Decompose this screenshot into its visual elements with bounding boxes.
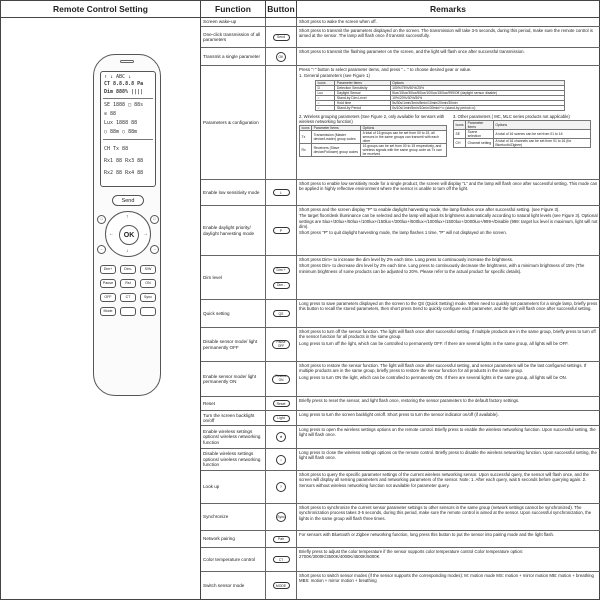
remark-text: Short press to turn off the sensor function. The light will flash once after successful setting. If multiple products are in the same group, briefly press to turn off the sensor function for all products in the same group.	[299, 329, 596, 340]
pause-off-button[interactable]: Pause OFF	[272, 340, 290, 349]
table-header: Options	[493, 120, 590, 129]
remarks-cell: Short press to switch sensor modes (if the sensor supports the corresponding modes): M: motion mode MS: motion + mirror motion MB: motion + breathing MBS: motion + mirror motion + breathing	[299, 573, 594, 584]
table-cell: Hold time	[335, 100, 390, 105]
table-cell: A total of 16 channels can be set from 01 to 16 (for Bluetooth/Zigbee)	[493, 138, 590, 147]
remarks-cell: For sensors with Bluetooth or Zigbee networking function, long press this button to put the sensor into pairing mode and the light flash.	[299, 532, 555, 537]
remarks-cell: Short press to wake the screen when off.	[299, 19, 377, 24]
remarks-cell: Briefly press to reset the sensor, and light flash once, restoring the sensor parameters to the default factory settings.	[299, 398, 520, 403]
table-cell: 5lux/15lux/30lux/50lux/100lux/150lux/999/Off (daylight sensor disable)	[390, 90, 564, 95]
ok-key[interactable]: OK	[119, 225, 139, 245]
function-cell: Color temperature control	[201, 548, 266, 571]
button-cell	[266, 27, 297, 47]
button-cell	[266, 300, 297, 327]
table-row-wake	[201, 18, 600, 27]
table-cell: A total of 16 groups can be set from 00 to 15, all sensors in the same groups can transmit with each other	[361, 130, 447, 143]
table-row-wireless-disable	[201, 449, 600, 471]
remark-text: Short press to restore the sensor function. The light will flash once after successful setting, and sensor parameters will be the last configured settings. If multiple products are in the same group, briefly press to restore the sensor function for all products in the same group.	[299, 363, 587, 374]
screen-divider	[103, 98, 153, 99]
remote-control-illustration	[93, 54, 161, 396]
screen-line: CT 8.8.8.8 Pa	[104, 81, 144, 87]
wireless-enable-button[interactable]: ★	[276, 432, 286, 442]
dim-plus-button[interactable]: Dim +	[273, 267, 290, 274]
table-cell: 5s/30s/1min/3min/5min/10min/20min/30min	[390, 100, 564, 105]
table-row-wireless-enable	[201, 426, 600, 449]
remarks-cell: Long press to turn the screen backlight on/off. Short press to turn the sensor indicator on/off (if available).	[299, 412, 499, 417]
screen-line: ↑ ↓ ABC ↓	[104, 74, 132, 80]
table-row	[454, 138, 591, 147]
table-header: Icons	[316, 80, 335, 85]
sensor-mode-button[interactable]: MODE	[273, 582, 290, 589]
screen-line: ○ 88m ○ 88m	[104, 129, 138, 135]
table-row	[316, 105, 565, 110]
remarks-cell: Short press to query the specific parameter settings of the current wireless networking sensor. Upon successful query, the sensor will flash once, and the screen will display all sensing parameters and networking parameters of the sensor. Note: 1. After each query, wait 5 seconds before querying again. 2. Sensors without wireless networking function not available for parameter query.	[299, 472, 589, 488]
mode-key[interactable]: Mode	[100, 307, 116, 316]
other-parameters	[453, 113, 593, 157]
remote-key[interactable]: →	[150, 245, 159, 254]
table-cell: 100%/75%/50%/25%	[390, 85, 564, 90]
table-header: Options	[390, 80, 564, 85]
table-header: Icons	[454, 120, 466, 129]
dim-minus-button[interactable]: Dim -	[273, 282, 290, 289]
synchronize-button[interactable]: Sync	[276, 512, 286, 522]
table-row-dim-level	[201, 256, 600, 300]
table-row-daylight	[201, 206, 600, 256]
table-cell: Scene selection	[466, 129, 494, 138]
table-cell: Stand-by Dim Level	[335, 95, 390, 100]
header-button: Button	[266, 0, 297, 18]
table-row-synchronize	[201, 504, 600, 531]
remarks-cell	[297, 362, 600, 396]
function-cell: Enable sensor mode/ light permanently ON	[201, 362, 266, 396]
button-cell	[266, 66, 297, 179]
function-cell: Screen wake-up	[201, 18, 266, 26]
remote-key[interactable]: □	[150, 215, 159, 224]
screen-line: Lux 1888 88	[104, 120, 138, 126]
button-cell	[266, 572, 297, 599]
general-parameters-table	[315, 80, 565, 111]
function-cell: Parameters & configuration	[201, 66, 266, 179]
table-header: Icons	[301, 125, 310, 130]
function-cell: Enable wireless settings options/ wireless networking function	[201, 426, 266, 448]
table-cell: Lux	[316, 90, 335, 95]
down-arrow-icon[interactable]: ↓	[126, 248, 129, 254]
on-key[interactable]: ON	[140, 279, 156, 288]
screen-line: Rx1 88 Rx3 88	[104, 158, 144, 164]
pause-key[interactable]: Pause	[100, 279, 116, 288]
remote-key[interactable]: □	[97, 215, 106, 224]
button-cell	[266, 18, 297, 26]
button-cell	[266, 180, 297, 205]
screen-line: SE 1888 □ 88s	[104, 102, 144, 108]
remote-lcd-screen	[100, 71, 156, 187]
button-cell	[266, 206, 297, 255]
function-cell: Disable wireless settings options/ wireless networking function	[201, 449, 266, 470]
table-row-parameters	[201, 66, 600, 180]
screen-line: Dim 888% ||||	[104, 89, 144, 95]
button-cell	[266, 48, 297, 65]
remote-key[interactable]: ←	[97, 245, 106, 254]
table-row-quick-setting	[201, 300, 600, 328]
reset-key[interactable]: Rst	[120, 279, 136, 288]
network-pairing-button[interactable]: Pair	[273, 536, 290, 543]
table-row-transmit-all	[201, 27, 600, 48]
button-cell	[266, 328, 297, 361]
table-header: Parameter Items	[312, 125, 361, 130]
header-remote-control-setting: Remote Control Setting	[0, 0, 201, 18]
direction-pad[interactable]	[105, 211, 151, 257]
table-cell: SE	[454, 129, 466, 138]
remark-text: Short press Dim- to decrease dim level by 2% each time. Long press to continuously decrease the brightness, with a minimum brightness of 15% (The minimum brightness of some products can be adjusted to 20%. Please refer to the actual product for specific details).	[299, 263, 585, 274]
wireless-parameters-table	[299, 125, 447, 157]
send-key[interactable]: Send	[112, 195, 144, 206]
table-cell: Rx	[300, 143, 312, 156]
remark-text: Long press to turn ON the light, which can be controlled to permanently ON. If there are several lights in the same group, all lights will be ON.	[299, 374, 567, 380]
table-cell: ○	[316, 105, 335, 110]
header-remarks: Remarks	[297, 0, 600, 18]
other-heading: 3. Other parameters ( MC, MLC series products not applicable)	[453, 113, 570, 119]
function-cell: Network pairing	[201, 531, 266, 547]
function-cell: Look up	[201, 471, 266, 503]
remarks-cell	[297, 256, 600, 299]
screen-line: ⊙ 88	[104, 111, 117, 117]
table-cell: CH	[454, 138, 466, 147]
table-row-look-up	[201, 471, 600, 504]
table-row-enable-sensor	[201, 362, 600, 397]
remarks-cell: Short press to transmit the flashing parameter on the screen, and the light will flash once after successful transmission.	[299, 49, 525, 54]
function-cell: One-click transmission of all parameters	[201, 27, 266, 47]
table-row-disable-sensor	[201, 328, 600, 362]
function-cell: Quick setting	[201, 300, 266, 327]
remarks-cell: Short press to synchronize the current sensor parameter settings to other sensors in the same group (network settings cannot be synchronized). The synchronization process takes 3-5 seconds, during this period, make sure the remote control is aimed at the sensor. Upon successful synchronization, the lights in the same group will flash three times.	[299, 505, 592, 521]
wireless-heading: 2. Wireless grouping parameters (See Figure 2, only available for sensors with wireless networking function)	[299, 113, 445, 124]
wireless-disable-button[interactable]: ☆	[276, 455, 286, 465]
table-cell: A total of 16 scenes can be set from 01 to 16	[493, 129, 590, 138]
remarks-cell: Long press to save parameters displayed on the screen to the QS (Quick Setting) mode. When need to quickly set parameters for a single lamp, briefly press this button to recall the stored parameters, then short press Send to quickly configure each parameter, and the light will flash once after successful setting.	[299, 301, 598, 312]
left-arrow-icon[interactable]: ←	[109, 231, 114, 237]
remark-text: Long press to turn off the light, which can be controlled to permanently OFF. If there are several lights in the same group, all lights will be OFF.	[299, 340, 569, 346]
remote-key[interactable]	[120, 307, 136, 316]
function-cell: Disable sensor mode/ light permanently OFF	[201, 328, 266, 361]
button-cell	[266, 471, 297, 503]
button-cell	[266, 256, 297, 299]
table-cell: Detection Sensitivity	[335, 85, 390, 90]
button-cell	[266, 411, 297, 425]
quick-setting-button[interactable]: QS	[273, 310, 290, 317]
function-cell: Synchronize	[201, 504, 266, 530]
remark-text: Short press Dim+ to increase the dim level by 2% each time. Long press to continuously increase the brightness.	[299, 257, 514, 262]
dim-plus-key[interactable]: Dim+	[100, 265, 116, 274]
other-parameters-table	[453, 120, 591, 148]
remark-text: The target floor/desk illuminance can be selected and the lamp will adjust its brightness automatically according to natural light levels (see Figure 3). Optional settings are 5lux+/30lux+/50lux+/100lux+/150lux+/300lux+/500lux+/1000lux+/1500lux+/2000lux+/999+/Disable (999: target lux level is maximum, light will not dim).	[299, 213, 598, 229]
function-cell: Enable low sensitivity mode	[201, 180, 266, 205]
button-cell	[266, 548, 297, 571]
screen-line: CH Tx 88	[104, 146, 129, 152]
table-header: Parameter Items	[335, 80, 390, 85]
function-cell: Turn the screen backlight on/off	[201, 411, 266, 425]
up-arrow-icon[interactable]: ↑	[126, 214, 129, 220]
sync-key[interactable]: Sync	[140, 293, 156, 302]
table-cell: 16 groups can be set from 00 to 15 respectively, and wireless signals with the same group code as Tx can be received	[361, 143, 447, 156]
button-cell	[266, 449, 297, 470]
button-cell	[266, 504, 297, 530]
table-cell: Daylight Sensor	[335, 90, 390, 95]
remark-text: Short press and the screen display "P" to enable daylight harvesting mode, the lamp flashes once after successful setting. (see Figure 3).	[299, 207, 560, 212]
table-cell: 0s/10s/1min/5min/10min/30min/+∞ (stand-by period=∞)	[390, 105, 564, 110]
secondary-parameters	[299, 113, 598, 157]
remarks-cell: Long press to open the wireless settings options on the remote control. Briefly press to enable the wireless networking function. Upon successful setting, the light will flash once.	[299, 427, 596, 438]
remarks-cell: Short press to transmit the parameters displayed on the screen. The transmission will take 3-5 seconds, during this period, make sure the remote control is aimed at the sensor. The lamp will flash once if transmit successfully.	[299, 28, 593, 39]
table-cell: 10%/20%/30%/50%	[390, 95, 564, 100]
remarks-cell: Short press to enable low sensitivity mode for a single product, the screen will display "L" and the lamp will flash once after successful setting. This mode can be applied in highly reflective environment where the sensor is unable to turn off the light.	[299, 181, 598, 192]
params-intro: Press "↑" button to select parameter items, and press "←" to choose desired gear or value.	[299, 67, 472, 72]
remarks-cell	[297, 66, 600, 179]
function-cell: Switch sensor mode	[201, 572, 266, 599]
table-cell: D	[316, 85, 335, 90]
look-up-button[interactable]: ?	[276, 482, 286, 492]
table-cell: ○	[316, 95, 335, 100]
table-cell: ○	[316, 100, 335, 105]
function-cell: Dim level	[201, 256, 266, 299]
table-header: Parameter Items	[466, 120, 494, 129]
table-row-low-sensitivity	[201, 180, 600, 206]
table-cell: Stand-by Period	[335, 105, 390, 110]
table-cell: Tx	[300, 130, 312, 143]
function-cell: Transmit a single parameter	[201, 48, 266, 65]
button-cell	[266, 426, 297, 448]
infrared-window	[120, 60, 134, 63]
restore-on-button[interactable]: Restore ON	[272, 375, 290, 384]
table-row-color-temperature	[201, 548, 600, 572]
table-row-transmit-single	[201, 48, 600, 66]
right-arrow-icon[interactable]: →	[143, 231, 148, 237]
table-row-sensor-mode	[201, 572, 600, 600]
wireless-parameters	[299, 113, 449, 157]
button-cell	[266, 397, 297, 410]
params-general-heading: 1. General parameters (see Figure 1)	[299, 73, 370, 79]
reset-button[interactable]: Reset	[273, 400, 290, 407]
backlight-button[interactable]: Light	[273, 415, 290, 422]
table-row	[300, 130, 447, 143]
remote-illustration-column	[0, 18, 201, 600]
function-cell: Reset	[201, 397, 266, 410]
table-row-backlight	[201, 411, 600, 426]
table-row-reset	[201, 397, 600, 411]
button-cell	[266, 531, 297, 547]
table-cell: Transmission (Master device/Leader) group codes	[312, 130, 361, 143]
remote-key[interactable]	[140, 307, 156, 316]
screen-line: Rx2 88 Rx4 88	[104, 170, 144, 176]
off-key[interactable]: OFF	[100, 293, 116, 302]
table-row	[454, 129, 591, 138]
screen-divider	[103, 139, 153, 140]
table-cell: Channel setting	[466, 138, 494, 147]
button-cell	[266, 362, 297, 396]
table-header: Options	[361, 125, 447, 130]
ct-key[interactable]: CT	[120, 293, 136, 302]
function-cell: Enable daylight priority/ daylight harvesting mode	[201, 206, 266, 255]
table-cell: Receivers (Slave device/Follower) group codes	[312, 143, 361, 156]
low-sensitivity-button[interactable]: L	[273, 189, 290, 196]
ok-button[interactable]: OK	[276, 52, 286, 62]
remarks-cell: Briefly press to adjust the color temperature if the sensor supports color temperature control Color temperature option: 2700K/3000K/3500K/4000K/4500K/5000K	[299, 549, 524, 560]
table-row-network-pairing	[201, 531, 600, 548]
remote-key[interactable]: S/W	[140, 265, 156, 274]
table-row	[300, 143, 447, 156]
remarks-cell: Long press to close the wireless settings options on the remote control. Briefly press to disable the wireless networking function. Upon successful setting, the light will flash once.	[299, 450, 597, 461]
dim-minus-key[interactable]: Dim-	[120, 265, 136, 274]
remark-text: Short press "P" to quit daylight harvesting mode, the lamp flashes 1 time, "P" will not displayed on the screen.	[299, 230, 507, 236]
header-function: Function	[201, 0, 266, 18]
remarks-cell	[297, 206, 600, 255]
color-temperature-button[interactable]: CT	[273, 556, 290, 563]
remarks-cell	[297, 328, 600, 361]
daylight-priority-button[interactable]: P	[273, 227, 290, 234]
send-button[interactable]: Send	[273, 34, 290, 41]
